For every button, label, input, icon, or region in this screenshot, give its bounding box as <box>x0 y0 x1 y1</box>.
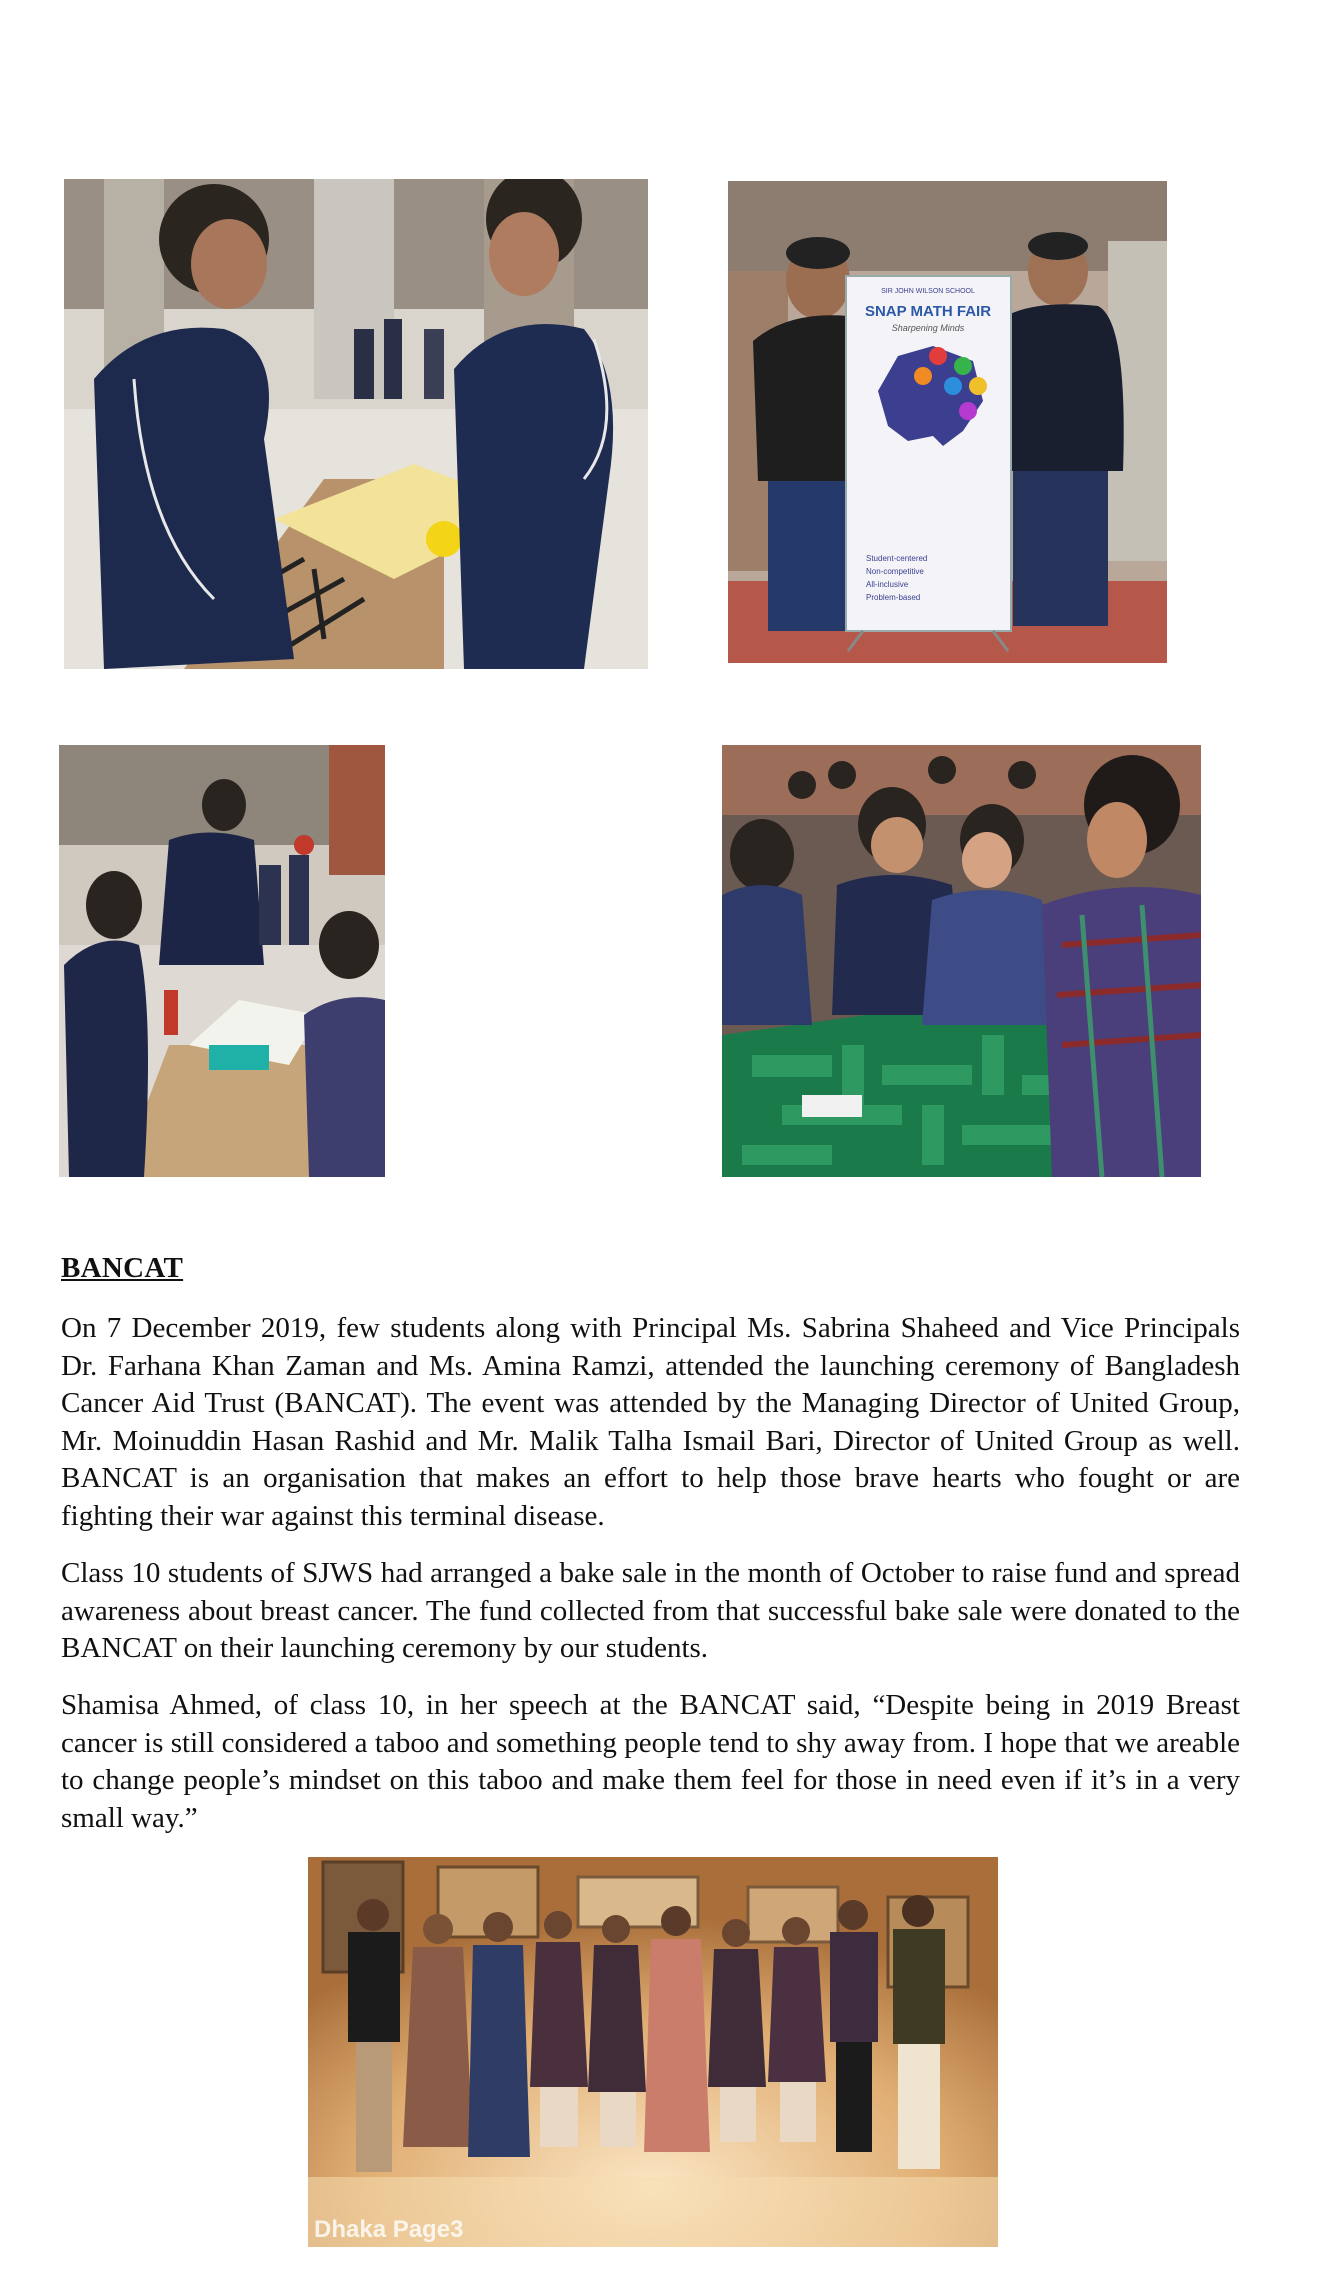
banner-bullet-4: Problem-based <box>866 593 921 602</box>
banner-tagline-text: Sharpening Minds <box>891 323 965 333</box>
banner-bullet-1: Student-centered <box>866 554 928 563</box>
banner-bullet-3: All-inclusive <box>866 580 909 589</box>
banner-title-text: SNAP MATH FAIR <box>864 303 992 320</box>
photo-green-maze-image <box>722 745 1201 1177</box>
article-paragraph-1: On 7 December 2019, few students along with Principal Ms. Sabrina Shaheed and Vice Principals Dr. Farhana Khan Zaman and Ms. Amina Ramzi, attended the launching ceremony of Bangladesh Cancer Aid Trust (BANCAT). The event was attended by the Managing Director of United Group, Mr. Moinuddin Hasan Rashid and Mr. Malik Talha Ismail Bari, Director of United Group as well. BANCAT is an organisation that makes an effort to help those brave hearts who fought or are fighting their war against this terminal disease. <box>61 1312 1240 1532</box>
photo-maze-activity <box>64 179 648 669</box>
photo-math-fair-banner-image <box>728 181 1167 663</box>
banner-bullet-2: Non-competitive <box>866 567 924 576</box>
article-paragraph-2: Class 10 students of SJWS had arranged a bake sale in the month of October to raise fund and spread awareness about breast cancer. The fund collected from that successful bake sale were donated to the BANCAT on their launching ceremony by our students. <box>61 1557 1240 1664</box>
photo-watermark: Dhaka Page3 <box>314 2216 464 2243</box>
photo-bancat-group <box>308 1857 998 2247</box>
article-paragraph-3: Shamisa Ahmed, of class 10, in her speech at the BANCAT said, “Despite being in 2019 Breast cancer is still considered a taboo and something people tend to shy away from. I hope that we areable to change people’s mindset on this taboo and make them feel for those in need even if it’s in a very small way.” <box>61 1689 1240 1834</box>
photo-table-activity <box>59 745 385 1177</box>
photo-bancat-group-image <box>308 1857 998 2247</box>
section-heading-bancat: BANCAT <box>61 1252 184 1284</box>
photo-green-maze <box>722 745 1201 1177</box>
banner-school-text: SIR JOHN WILSON SCHOOL <box>881 288 975 295</box>
photo-math-fair-banner <box>728 181 1167 663</box>
photo-table-activity-image <box>59 745 385 1177</box>
photo-maze-activity-image <box>64 179 648 669</box>
